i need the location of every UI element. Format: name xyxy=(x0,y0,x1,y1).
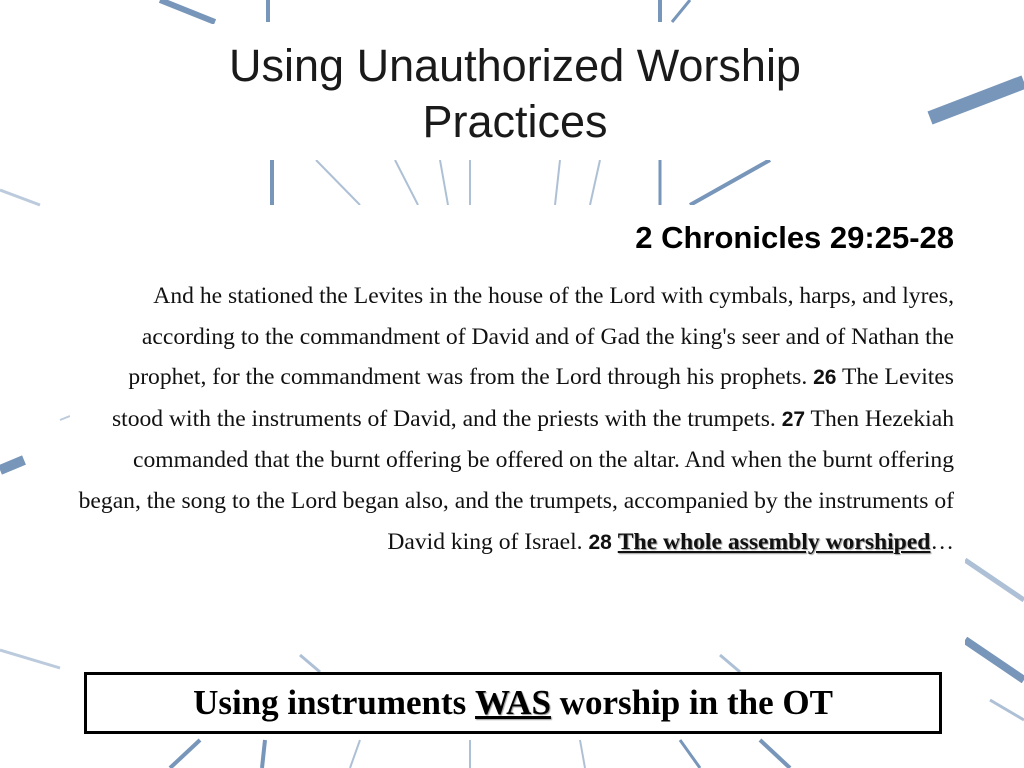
emphasized-phrase: The whole assembly worshiped xyxy=(617,528,931,555)
callout-text-before: Using instruments xyxy=(193,683,467,722)
title-line-1: Using Unauthorized Worship xyxy=(229,40,801,91)
verse-number-26: 26 xyxy=(813,366,837,390)
verse-number-27: 27 xyxy=(781,407,806,431)
callout-text-after: worship in the OT xyxy=(559,683,833,722)
callout-emphasis: WAS xyxy=(475,683,551,722)
ellipsis: … xyxy=(930,528,954,555)
scripture-reference: 2 Chronicles 29:25-28 xyxy=(635,220,954,255)
verse-text-27: Then Hezekiah commanded that the burnt offering be offered on the altar. And when the burnt offering began, the song to the Lord began also, and the trumpets, accompanied by the instruments of David king of Israel. xyxy=(78,405,954,555)
verse-number-28: 28 xyxy=(588,530,612,554)
conclusion-callout-box xyxy=(84,672,942,734)
slide-title xyxy=(120,38,910,150)
verse-text-25: And he stationed the Levites in the house of the Lord with cymbals, harps, and lyres, according to the commandment of David and of Gad the king's seer and of Nathan the prophet, for the commandment was from the Lord through his prophets. xyxy=(128,283,954,391)
scripture-passage xyxy=(78,276,954,563)
verse-text-26: The Levites stood with the instruments of David, and the priests with the trumpets. xyxy=(111,364,954,432)
title-line-2: Practices xyxy=(422,96,608,147)
